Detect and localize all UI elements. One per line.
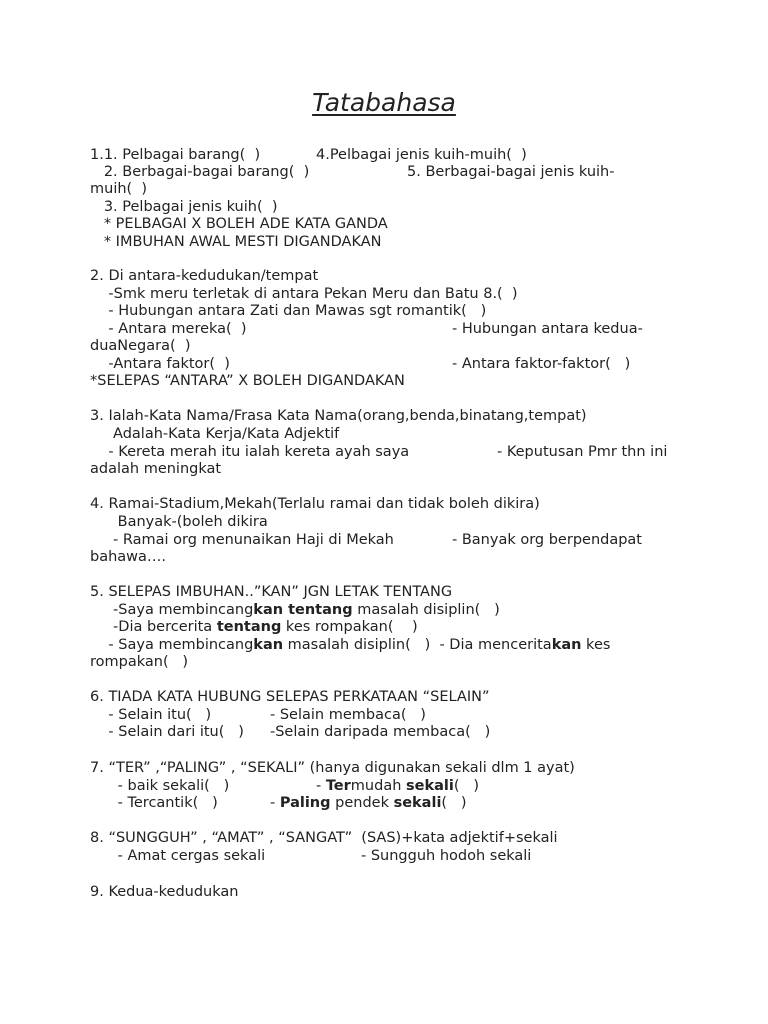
s5-line5: rompakan( ) xyxy=(90,654,189,670)
s7-line2b-bold: Ter xyxy=(325,778,351,794)
s6-line1: 6. TIADA KATA HUBUNG SELEPAS PERKATAAN “SELAIN” xyxy=(90,689,490,705)
s7-line2b-text-end: ( ) xyxy=(453,778,480,794)
s2-line7: *SELEPAS “ANTARA” X BOLEH DIGANDAKAN xyxy=(90,373,405,389)
s1-line1a: 1.1. Pelbagai barang( ) xyxy=(90,147,261,163)
s5-line4-bold: kan xyxy=(253,637,284,653)
s3-line3a: - Kereta merah itu ialah kereta ayah saya xyxy=(90,444,410,460)
s4-line4: bahawa…. xyxy=(90,549,167,565)
s5-line2-text: -Saya membincang xyxy=(90,602,254,618)
s5-line2-bold: kan tentang xyxy=(253,602,353,618)
s2-line4b: - Hubungan antara kedua- xyxy=(452,321,643,337)
s6-line3a: - Selain dari itu( ) xyxy=(90,724,244,740)
s5-line2 xyxy=(90,602,500,619)
s2-line3: - Hubungan antara Zati dan Mawas sgt romantik( ) xyxy=(90,303,487,319)
s7-line2a: - baik sekali( ) xyxy=(90,778,230,794)
s1-line5: * PELBAGAI X BOLEH ADE KATA GANDA xyxy=(90,216,388,232)
s4-line3a: - Ramai org menunaikan Haji di Mekah xyxy=(90,532,394,548)
s1-line1b: 4.Pelbagai jenis kuih-muih( ) xyxy=(316,147,527,163)
s7-line1: 7. “TER” ,“PALING” , “SEKALI” (hanya digunakan sekali dlm 1 ayat) xyxy=(90,760,575,776)
s4-line1: 4. Ramai-Stadium,Mekah(Terlalu ramai dan tidak boleh dikira) xyxy=(90,496,540,512)
s2-line4a: - Antara mereka( ) xyxy=(90,321,247,337)
s7-line3b-text-end: ( ) xyxy=(441,795,467,811)
s6-line2a: - Selain itu( ) xyxy=(90,707,212,723)
s5-line3 xyxy=(90,619,418,636)
s2-line1: 2. Di antara-kedudukan/tempat xyxy=(90,268,319,284)
s7-line2b-text-mid: mudah xyxy=(350,778,407,794)
s3-line1: 3. Ialah-Kata Nama/Frasa Kata Nama(orang,benda,binatang,tempat) xyxy=(90,408,587,424)
s5-line2-text-end: masalah disiplin( ) xyxy=(352,602,500,618)
s7-line3a: - Tercantik( ) xyxy=(90,795,218,811)
s7-line2b-text: - xyxy=(316,778,326,794)
s1-line4: 3. Pelbagai jenis kuih( ) xyxy=(90,199,278,215)
s7-line3b-bold: Paling xyxy=(279,795,331,811)
s5-line4 xyxy=(90,637,610,654)
s2-line6b: - Antara faktor-faktor( ) xyxy=(452,356,631,372)
s8-line2b: - Sungguh hodoh sekali xyxy=(361,848,532,864)
s4-line2: Banyak-(boleh dikira xyxy=(90,514,268,530)
page-title: Tatabahasa xyxy=(312,88,456,117)
s1-line3: muih( ) xyxy=(90,181,148,197)
s9-line1: 9. Kedua-kedudukan xyxy=(90,884,239,900)
s3-line4: adalah meningkat xyxy=(90,461,222,477)
s1-line6: * IMBUHAN AWAL MESTI DIGANDAKAN xyxy=(90,234,382,250)
s7-line2b-bold2: sekali xyxy=(406,778,454,794)
s5-line4-bold2: kan xyxy=(551,637,582,653)
s6-line2b: - Selain membaca( ) xyxy=(270,707,426,723)
s7-line3b-text-mid: pendek xyxy=(330,795,394,811)
s8-line1: 8. “SUNGGUH” , “AMAT” , “SANGAT” (SAS)+kata adjektif+sekali xyxy=(90,830,558,846)
s5-line1: 5. SELEPAS IMBUHAN..”KAN” JGN LETAK TENTANG xyxy=(90,584,453,600)
s7-line2b xyxy=(316,778,479,795)
s5-line4-text-mid: masalah disiplin( ) - Dia mencerita xyxy=(283,637,552,653)
s8-line2a: - Amat cergas sekali xyxy=(90,848,266,864)
s7-line3b-bold2: sekali xyxy=(393,795,442,811)
s6-line3b: -Selain daripada membaca( ) xyxy=(270,724,491,740)
s5-line4-text-end: kes xyxy=(581,637,611,653)
s1-line2a: 2. Berbagai-bagai barang( ) xyxy=(90,164,310,180)
s5-line3-text-end: kes rompakan( ) xyxy=(281,619,418,635)
s7-line3b-text: - xyxy=(270,795,280,811)
s2-line5: duaNegara( ) xyxy=(90,338,191,354)
s2-line2: -Smk meru terletak di antara Pekan Meru dan Batu 8.( ) xyxy=(90,286,518,302)
s5-line3-bold: tentang xyxy=(216,619,282,635)
s3-line3b: - Keputusan Pmr thn ini xyxy=(497,444,668,460)
s7-line3b xyxy=(270,795,467,812)
s4-line3b: - Banyak org berpendapat xyxy=(452,532,642,548)
s2-line6a: -Antara faktor( ) xyxy=(90,356,230,372)
s5-line4-text: - Saya membincang xyxy=(90,637,254,653)
s1-line2b: 5. Berbagai-bagai jenis kuih- xyxy=(407,164,615,180)
s3-line2: Adalah-Kata Kerja/Kata Adjektif xyxy=(90,426,340,442)
s5-line3-text: -Dia bercerita xyxy=(90,619,217,635)
